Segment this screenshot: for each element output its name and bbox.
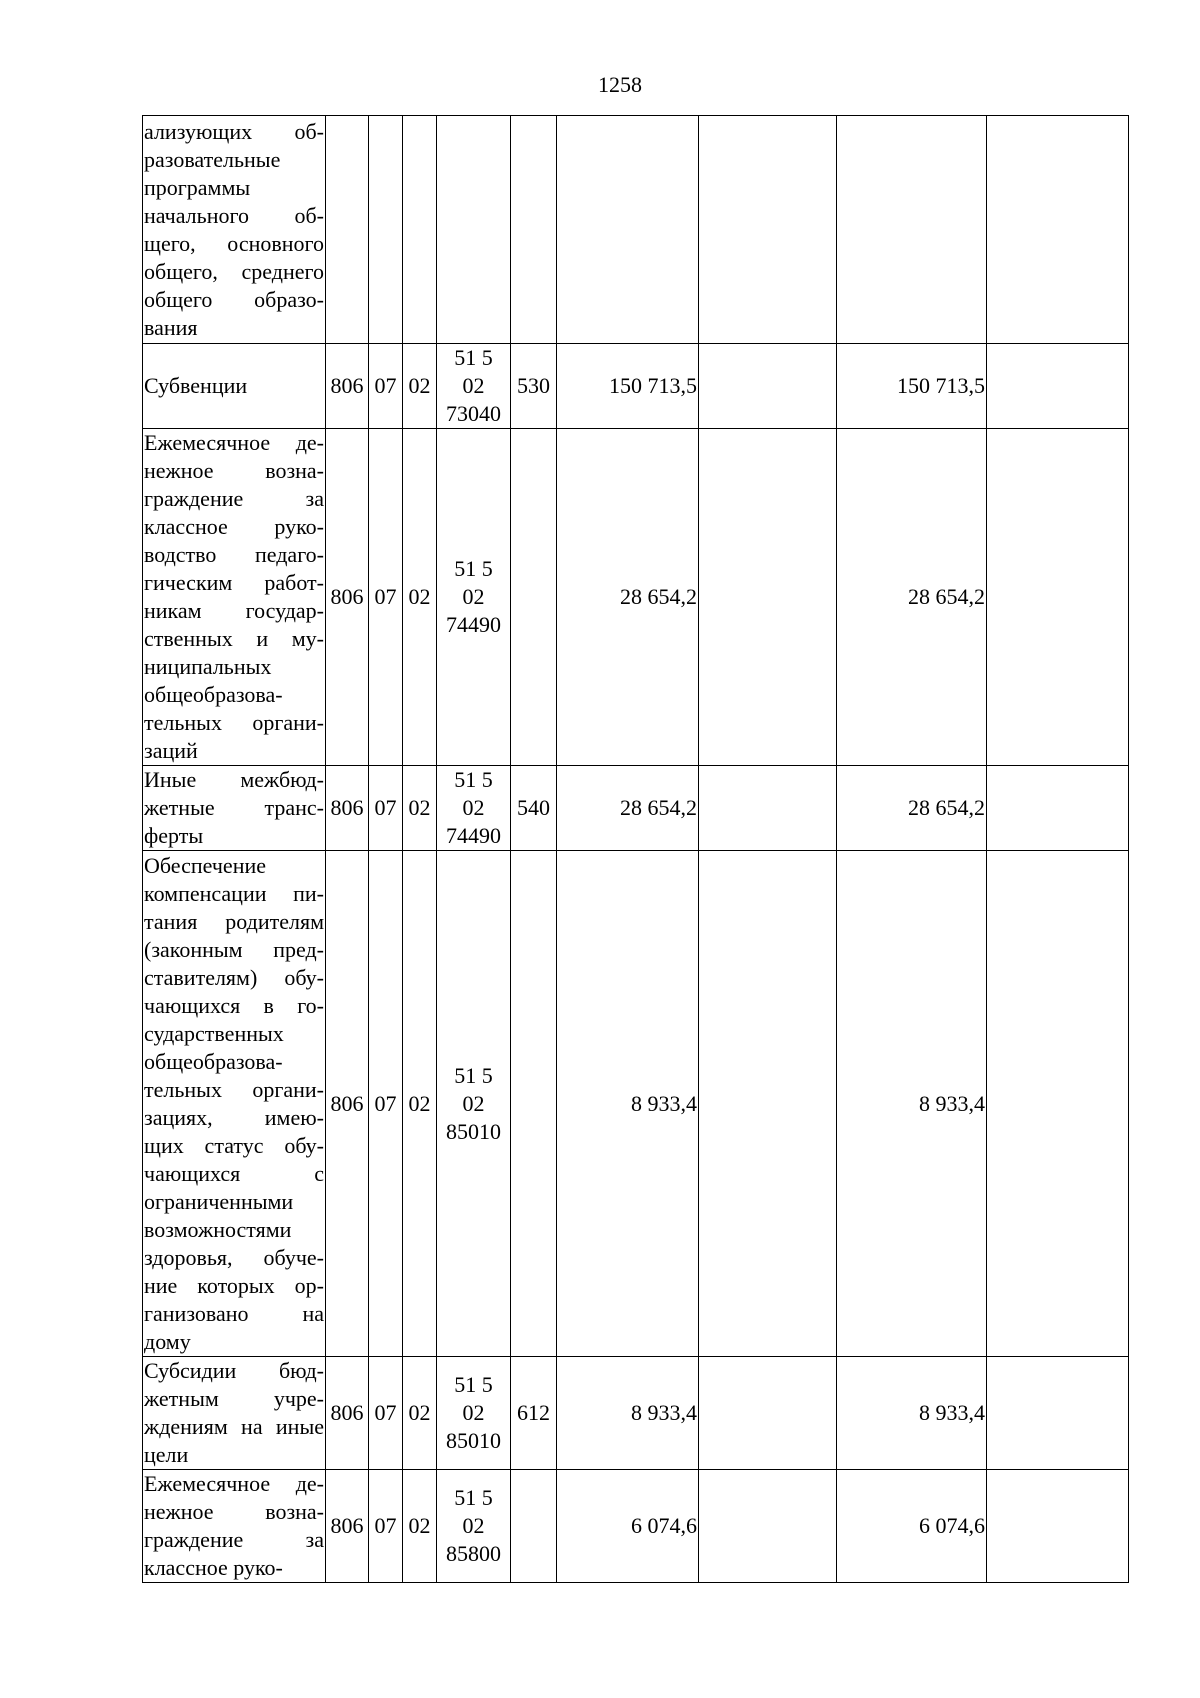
table-row (143, 766, 1129, 851)
row-name-line: программы (144, 174, 251, 200)
table-row (143, 116, 1129, 344)
amount-cell-3 (837, 116, 987, 344)
expense-type-cell (511, 851, 557, 1357)
amount-cell-2 (699, 429, 837, 766)
amount-cell-3: 8 933,4 (837, 851, 987, 1357)
row-name-line: разовательные (144, 146, 281, 172)
target-code-line: 51 5 (454, 556, 493, 581)
row-name-line: щего, основного (144, 230, 324, 256)
table-row (143, 1357, 1129, 1470)
target-code-line: 02 (462, 1090, 485, 1116)
amount-cell-3: 6 074,6 (837, 1470, 987, 1583)
row-name-line: сударственных (144, 1020, 284, 1046)
amount-cell-2 (699, 766, 837, 851)
target-code-cell (437, 1470, 511, 1583)
row-name-line: ализующих об- (144, 118, 324, 144)
row-name-line: гическим работ- (144, 570, 324, 595)
row-name-line: граждение за (144, 1527, 324, 1552)
row-name-cell (143, 116, 326, 344)
ministry-code-cell: 806 (326, 1357, 369, 1470)
ministry-code-cell: 806 (326, 429, 369, 766)
row-name-line: граждение за (144, 486, 324, 511)
target-code-line: 74490 (446, 823, 501, 848)
section-code-cell: 07 (369, 1357, 403, 1470)
row-name-line: начального об- (144, 202, 324, 228)
amount-cell-4 (987, 1357, 1129, 1470)
row-name-line: (законным пред- (144, 936, 324, 962)
row-name-line: ниципальных (144, 654, 272, 679)
row-name-line: ждениям на иные (144, 1414, 324, 1439)
subsection-code-cell: 02 (403, 766, 437, 851)
section-code-cell: 07 (369, 851, 403, 1357)
row-name-cell (143, 1357, 326, 1470)
target-code-line: 02 (462, 795, 485, 820)
amount-cell-3: 28 654,2 (837, 766, 987, 851)
expense-type-cell (511, 116, 557, 344)
row-name-line: ставителям) обу- (144, 964, 324, 990)
target-code-line: 74490 (446, 612, 501, 637)
row-name-line: классное руко- (144, 514, 324, 539)
table-row (143, 851, 1129, 1357)
row-name-cell (143, 766, 326, 851)
table-row (143, 1470, 1129, 1583)
amount-cell-4 (987, 1470, 1129, 1583)
row-name-line: чающихся с (144, 1160, 324, 1186)
row-name-line: водство педаго- (144, 542, 324, 567)
row-name-line: возможностями (144, 1216, 292, 1242)
section-code-cell (369, 116, 403, 344)
row-name-line: нежное возна- (144, 458, 324, 483)
row-name-line: общеобразова- (144, 1048, 283, 1074)
target-code-line: 51 5 (454, 345, 493, 370)
row-name-line: вания (144, 314, 198, 340)
row-name-line: ние которых ор- (144, 1272, 324, 1298)
target-code-line: 51 5 (454, 1372, 493, 1397)
row-name-line: Иные межбюд- (144, 767, 324, 792)
row-name-line: жетные транс- (144, 795, 324, 820)
row-name-line: общего образо- (144, 286, 324, 312)
ministry-code-cell: 806 (326, 1470, 369, 1583)
amount-cell-2 (699, 116, 837, 344)
amount-cell-4 (987, 344, 1129, 429)
ministry-code-cell: 806 (326, 766, 369, 851)
ministry-code-cell: 806 (326, 344, 369, 429)
amount-cell-2 (699, 851, 837, 1357)
target-code-cell (437, 429, 511, 766)
target-code-line: 51 5 (454, 1485, 493, 1510)
row-name-line: жетным учре- (144, 1386, 324, 1411)
subsection-code-cell: 02 (403, 851, 437, 1357)
target-code-line: 73040 (446, 401, 501, 426)
row-name-line: здоровья, обуче- (144, 1244, 324, 1270)
amount-cell-4 (987, 429, 1129, 766)
row-name-line: цели (144, 1442, 189, 1467)
target-code-line: 85800 (446, 1541, 501, 1566)
row-name-cell (143, 1470, 326, 1583)
row-name-line: тания родителям (144, 908, 324, 934)
table-body (143, 116, 1129, 1583)
subsection-code-cell (403, 116, 437, 344)
target-code-cell (437, 1357, 511, 1470)
amount-cell-2 (699, 344, 837, 429)
row-name-cell (143, 344, 326, 429)
row-name-line: общего, среднего (144, 258, 324, 284)
row-name-line: тельных органи- (144, 1076, 324, 1102)
row-name-line: Субвенции (144, 373, 248, 398)
row-name-line: заций (144, 738, 198, 763)
section-code-cell: 07 (369, 1470, 403, 1583)
expense-type-cell (511, 1470, 557, 1583)
subsection-code-cell: 02 (403, 1357, 437, 1470)
section-code-cell: 07 (369, 429, 403, 766)
row-name-line: ограниченными (144, 1188, 294, 1214)
amount-cell-4 (987, 116, 1129, 344)
amount-cell-3: 8 933,4 (837, 1357, 987, 1470)
amount-cell: 8 933,4 (557, 851, 699, 1357)
row-name-line: классное руко- (144, 1555, 283, 1580)
row-name-line: ферты (144, 823, 204, 848)
subsection-code-cell: 02 (403, 344, 437, 429)
row-name-line: Ежемесячное де- (144, 1471, 324, 1496)
expense-type-cell (511, 429, 557, 766)
target-code-line: 51 5 (454, 767, 493, 792)
target-code-cell (437, 766, 511, 851)
target-code-line: 02 (462, 584, 485, 609)
row-name-line: Субсидии бюд- (144, 1358, 324, 1383)
row-name-line: чающихся в го- (144, 992, 324, 1018)
row-name-line: дому (144, 1328, 191, 1354)
target-code-cell (437, 851, 511, 1357)
amount-cell: 28 654,2 (557, 766, 699, 851)
row-name-line: компенсации пи- (144, 880, 324, 906)
amount-cell-4 (987, 766, 1129, 851)
row-name-line: общеобразова- (144, 682, 283, 707)
target-code-line: 02 (462, 1513, 485, 1538)
amount-cell (557, 116, 699, 344)
section-code-cell: 07 (369, 344, 403, 429)
amount-cell: 6 074,6 (557, 1470, 699, 1583)
target-code-line: 02 (462, 373, 485, 398)
target-code-line: 85010 (446, 1118, 501, 1144)
row-name-line: Обеспечение (144, 852, 266, 878)
amount-cell-2 (699, 1357, 837, 1470)
page-number: 1258 (598, 72, 642, 97)
ministry-code-cell (326, 116, 369, 344)
expense-type-cell: 530 (511, 344, 557, 429)
row-name-line: нежное возна- (144, 1499, 324, 1524)
row-name-line: Ежемесячное де- (144, 430, 324, 455)
row-name-line: ганизовано на (144, 1300, 324, 1326)
row-name-line: тельных органи- (144, 710, 324, 735)
table-row (143, 429, 1129, 766)
subsection-code-cell: 02 (403, 429, 437, 766)
target-code-cell (437, 344, 511, 429)
amount-cell: 150 713,5 (557, 344, 699, 429)
section-code-cell: 07 (369, 766, 403, 851)
target-code-cell (437, 116, 511, 344)
expense-type-cell: 540 (511, 766, 557, 851)
target-code-line: 51 5 (454, 1062, 493, 1088)
budget-table (142, 115, 1129, 1583)
row-name-cell (143, 851, 326, 1357)
amount-cell-3: 28 654,2 (837, 429, 987, 766)
row-name-line: ственных и му- (144, 626, 324, 651)
row-name-cell (143, 429, 326, 766)
amount-cell: 28 654,2 (557, 429, 699, 766)
row-name-line: щих статус обу- (144, 1132, 324, 1158)
ministry-code-cell: 806 (326, 851, 369, 1357)
table-row (143, 344, 1129, 429)
target-code-line: 02 (462, 1400, 485, 1425)
amount-cell-4 (987, 851, 1129, 1357)
subsection-code-cell: 02 (403, 1470, 437, 1583)
row-name-line: никам государ- (144, 598, 324, 623)
amount-cell-3: 150 713,5 (837, 344, 987, 429)
target-code-line: 85010 (446, 1428, 501, 1453)
expense-type-cell: 612 (511, 1357, 557, 1470)
amount-cell: 8 933,4 (557, 1357, 699, 1470)
row-name-line: зациях, имею- (144, 1104, 324, 1130)
amount-cell-2 (699, 1470, 837, 1583)
